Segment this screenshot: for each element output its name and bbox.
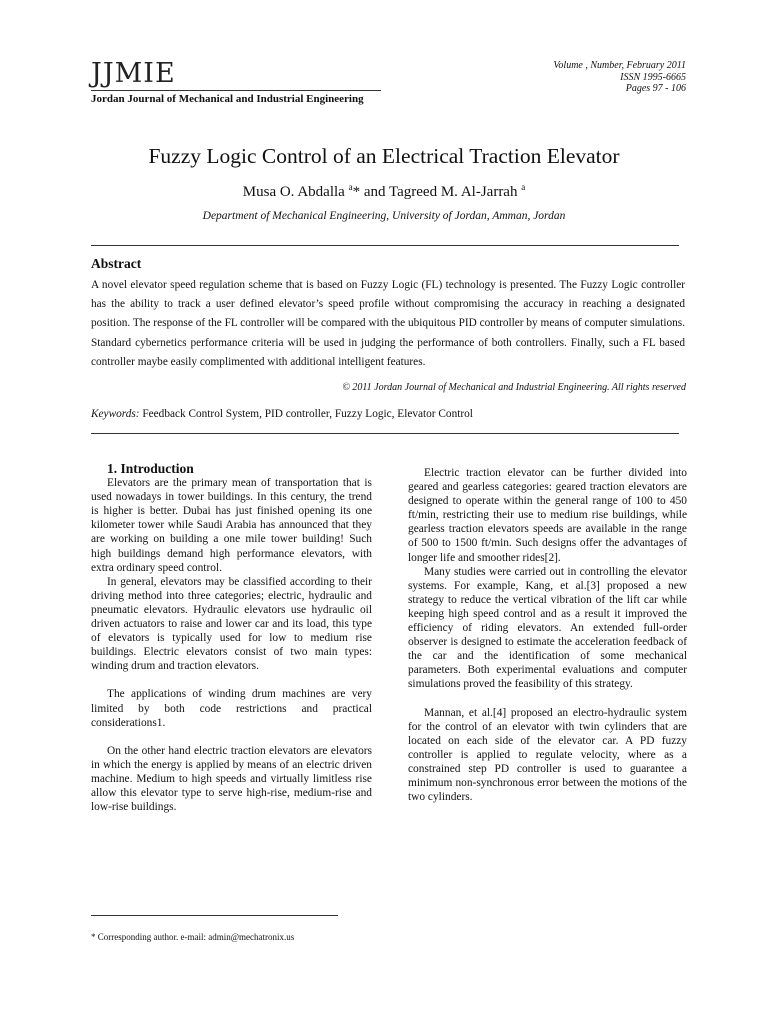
- issue-info: [553, 60, 686, 95]
- left-column: [91, 462, 372, 814]
- author-1-affil-mark: a: [348, 182, 353, 192]
- paragraph: Many studies were carried out in controlling the elevator systems. For example, Kang, et al.[3] proposed a new strategy to reduce the vertical vibration of the lift car while keeping high speed control and as a result it improved the efficiency of riding elevators. An extended full-order observer is designed to estimate the acceleration feedback of the car and the identification of some mechanical parameters. Both experimental evaluations and computer simulations proved the feasibility of this strategy.: [408, 565, 687, 691]
- header-divider: [91, 90, 381, 91]
- author-2: Tagreed M. Al-Jarrah: [388, 184, 518, 200]
- corresponding-mark: *: [352, 184, 361, 200]
- author-2-affil-mark: a: [521, 182, 526, 192]
- author-1: Musa O. Abdalla: [242, 184, 345, 200]
- paragraph: In general, elevators may be classified according to their driving method into three categories; electric, hydraulic and pneumatic elevators. Hydraulic elevators use hydraulic oil driven actuators to raise and lower car and its load, this type of elevators is typically used for low to medium rise buildings. Electric elevators consist of two main types: winding drum and traction elevators.: [91, 575, 372, 673]
- author-join: and: [360, 184, 389, 200]
- paragraph: The applications of winding drum machines are very limited by both code restrictions and practical considerations1.: [91, 688, 372, 729]
- paragraph: Electric traction elevator can be further divided into geared and gearless categories: geared traction elevators are designed to operate within the general range of 100 to 450 ft/min, restricting their use to medium rise buildings, while gearless traction elevators speeds are available in the range of 500 to 1500 ft/min. Such designs offer the advantages of longer life and smoother rides[2].: [408, 467, 687, 564]
- abstract-heading: Abstract: [91, 256, 142, 271]
- affiliation: Department of Mechanical Engineering, University of Jordan, Amman, Jordan: [202, 210, 566, 222]
- paper-authors: [0, 182, 768, 201]
- right-column: [408, 466, 687, 804]
- keywords-label: Keywords:: [91, 408, 140, 420]
- abstract-body: A novel elevator speed regulation scheme that is based on Fuzzy Logic (FL) technology is presented. The Fuzzy Logic controller has the ability to track a user defined elevator’s speed profile without compromising the accuracy in reaching a designated position. The response of the FL controller will be compared with the ubiquitous PID controller by means of computer simulations. Standard cybernetics performance criteria will be used in judging the performance of both controllers. Finally, such a FL based controller maybe easily complimented with additional intelligent features.: [91, 279, 685, 368]
- journal-logo: JJMIE: [91, 58, 176, 89]
- journal-name: Jordan Journal of Mechanical and Industrial Engineering: [91, 93, 364, 105]
- section-heading: 1. Introduction: [107, 461, 194, 476]
- copyright-notice: © 2011 Jordan Journal of Mechanical and Industrial Engineering. All rights reserved: [342, 382, 686, 393]
- divider-top: [91, 245, 679, 246]
- issue-pages: Pages 97 - 106: [625, 83, 686, 94]
- divider-bottom: [91, 433, 679, 434]
- paper-title: Fuzzy Logic Control of an Electrical Traction Elevator: [148, 144, 620, 168]
- footnote: * Corresponding author. e-mail: admin@mechatronix.us: [91, 932, 295, 942]
- keywords: [91, 408, 473, 420]
- issue-volume: Volume , Number, February 2011: [553, 60, 686, 71]
- keywords-text: Feedback Control System, PID controller, Fuzzy Logic, Elevator Control: [139, 408, 473, 420]
- paragraph: Mannan, et al.[4] proposed an electro-hydraulic system for the control of an elevator with twin cylinders that are located on each side of the elevator car. A PD fuzzy controller is applied to regulate velocity, where as a constrained step PD controller is used to guarantee a minimum non-synchronous error between the motions of the two cylinders.: [408, 706, 687, 804]
- footnote-divider: [91, 915, 338, 916]
- paragraph: On the other hand electric traction elevators are elevators in which the energy is applied by means of an electric driven machine. Medium to high speeds and virtually limitless rise allow this elevator type to serve high-rise, medium-rise and low-rise buildings.: [91, 744, 372, 814]
- paragraph: Elevators are the primary mean of transportation that is used nowadays in tower buildings. In this century, the trend is higher is better. Dubai has just finished opening its one kilometer tower while Saudi Arabia has announced that they are working on building a one mile tower building! Such high buildings demand high performance elevators, with extra ordinary speed control.: [91, 477, 372, 574]
- issue-issn: ISSN 1995-6665: [620, 71, 686, 83]
